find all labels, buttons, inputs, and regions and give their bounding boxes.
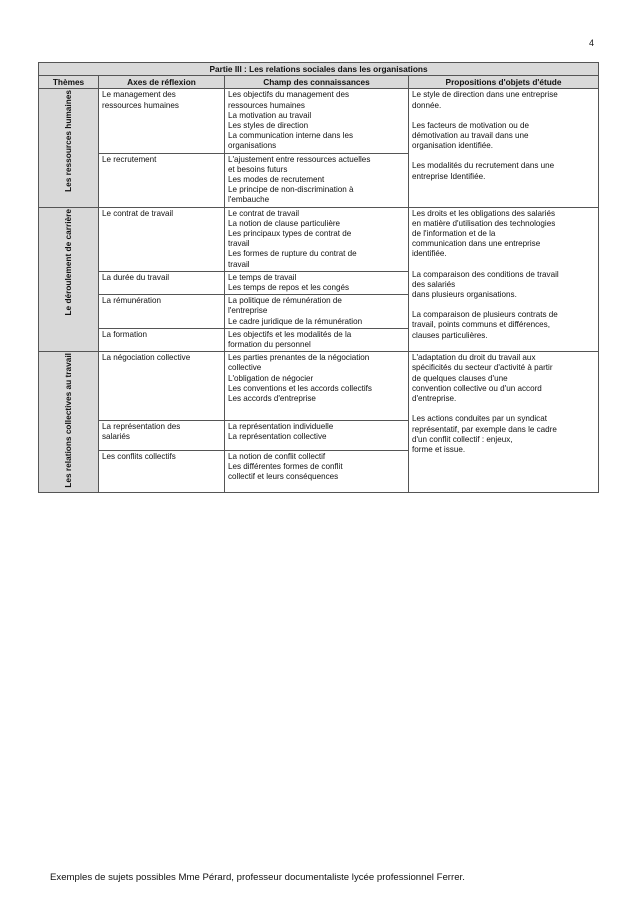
proposition-line: identifiée.	[412, 249, 447, 259]
champ-line: Les parties prenantes de la négociation	[228, 353, 370, 363]
proposition-line: L'adaptation du droit du travail aux	[412, 353, 536, 363]
theme-cell	[39, 89, 99, 207]
champ-line: Les styles de direction	[228, 121, 309, 131]
champ-cell	[225, 420, 409, 450]
proposition-line: de quelques clauses d'une	[412, 373, 508, 383]
champ-line: collective	[228, 363, 262, 373]
champ-cell	[225, 328, 409, 351]
theme-cell	[39, 352, 99, 493]
axe-line: Le management des	[102, 90, 176, 100]
axe-line: Les conflits collectifs	[102, 451, 176, 461]
paragraph-gap	[412, 404, 595, 414]
champ-line: ressources humaines	[228, 100, 305, 110]
proposition-line: Les droits et les obligations des salariés	[412, 208, 556, 218]
champ-line: Le temps de travail	[228, 272, 297, 282]
champ-line: La politique de rémunération de	[228, 296, 342, 306]
proposition-line: Le style de direction dans une entreprise	[412, 90, 558, 100]
axe-line: La négociation collective	[102, 353, 191, 363]
axe-line: Le recrutement	[102, 154, 157, 164]
proposition-line: d'entreprise.	[412, 394, 457, 404]
proposition-line: convention collective ou d'un accord	[412, 383, 542, 393]
champ-line: La notion de clause particulière	[228, 218, 341, 228]
proposition-line: en matière d'utilisation des technologies	[412, 218, 556, 228]
champ-line: l'embauche	[228, 195, 270, 205]
header-axes: Axes de réflexion	[99, 76, 225, 89]
axe-cell	[99, 450, 225, 493]
axe-line: salariés	[102, 432, 130, 442]
champ-line: collectif et leurs conséquences	[228, 471, 339, 481]
table-title: Partie III : Les relations sociales dans les organisations	[39, 63, 599, 76]
champ-line: Les objectifs et les modalités de la	[228, 329, 352, 339]
champ-cell	[225, 207, 409, 271]
axe-line: La représentation des	[102, 421, 181, 431]
paragraph-gap	[412, 111, 595, 121]
champ-line: organisations	[228, 141, 277, 151]
champ-line: et besoins futurs	[228, 164, 288, 174]
proposition-line: représentatif, par exemple dans le cadre	[412, 424, 557, 434]
axe-cell	[99, 352, 225, 421]
axe-cell	[99, 420, 225, 450]
propositions-cell	[409, 89, 599, 207]
theme-label: Les ressources humaines	[63, 90, 74, 193]
champ-line: travail	[228, 259, 250, 269]
champ-line: La représentation individuelle	[228, 421, 334, 431]
axe-line: La formation	[102, 329, 147, 339]
champ-line: Les temps de repos et les congés	[228, 283, 350, 293]
champ-cell	[225, 352, 409, 421]
champ-line: Les accords d'entreprise	[228, 394, 316, 404]
champ-line: L'ajustement entre ressources actuelles	[228, 154, 371, 164]
champ-line: Le cadre juridique de la rémunération	[228, 316, 363, 326]
champ-line: Les formes de rupture du contrat de	[228, 249, 357, 259]
proposition-line: de l'information et de la	[412, 229, 496, 239]
proposition-line: donnée.	[412, 100, 442, 110]
champ-line: formation du personnel	[228, 340, 311, 350]
proposition-line: Les modalités du recrutement dans une	[412, 161, 555, 171]
proposition-line: clauses particulières.	[412, 330, 488, 340]
axe-cell	[99, 295, 225, 329]
axe-cell	[99, 207, 225, 271]
axe-cell	[99, 89, 225, 153]
propositions-cell	[409, 352, 599, 493]
proposition-line: des salariés	[412, 279, 456, 289]
proposition-line: d'un conflit collectif : enjeux,	[412, 434, 513, 444]
proposition-line: La comparaison de plusieurs contrats de	[412, 310, 558, 320]
champ-cell	[225, 153, 409, 207]
table-body	[39, 89, 599, 493]
propositions-cell	[409, 207, 599, 352]
axe-line: ressources humaines	[102, 100, 179, 110]
proposition-line: Les actions conduites par un syndicat	[412, 414, 547, 424]
theme-label: Les relations collectives au travail	[63, 353, 74, 488]
proposition-line: démotivation au travail dans une	[412, 131, 529, 141]
champ-line: La communication interne dans les	[228, 131, 354, 141]
proposition-line: spécificités du secteur d'activité à partir	[412, 363, 553, 373]
champ-line: Les modes de recrutement	[228, 175, 325, 185]
paragraph-gap	[412, 300, 595, 310]
champ-line: Le contrat de travail	[228, 208, 300, 218]
champ-line: La motivation au travail	[228, 110, 312, 120]
program-table	[38, 62, 599, 493]
proposition-line: La comparaison des conditions de travail	[412, 269, 559, 279]
footer-note: Exemples de sujets possibles Mme Pérard, professeur documentaliste lycée professionnel Ferrer.	[50, 872, 465, 883]
champ-line: L'obligation de négocier	[228, 373, 314, 383]
champ-line: Les différentes formes de conflit	[228, 461, 343, 471]
proposition-line: Les facteurs de motivation ou de	[412, 120, 529, 130]
axe-cell	[99, 328, 225, 351]
page-number: 4	[588, 38, 594, 48]
champ-line: Les principaux types de contrat de	[228, 229, 352, 239]
theme-label: Le déroulement de carrière	[63, 208, 74, 316]
axe-cell	[99, 271, 225, 294]
theme-cell	[39, 207, 99, 352]
champ-cell	[225, 271, 409, 294]
header-propositions: Propositions d'objets d'étude	[409, 76, 599, 89]
champ-line: travail	[228, 239, 250, 249]
champ-line: La notion de conflit collectif	[228, 451, 326, 461]
table-row	[39, 89, 599, 153]
champ-line: Les conventions et les accords collectifs	[228, 383, 372, 393]
champ-line: Le principe de non-discrimination à	[228, 185, 354, 195]
proposition-line: travail, points communs et différences,	[412, 320, 550, 330]
proposition-line: organisation identifiée.	[412, 141, 493, 151]
header-themes: Thèmes	[39, 76, 99, 89]
axe-cell	[99, 153, 225, 207]
header-champ: Champ des connaissances	[225, 76, 409, 89]
axe-line: Le contrat de travail	[102, 208, 174, 218]
proposition-line: forme et issue.	[412, 444, 466, 454]
champ-cell	[225, 450, 409, 493]
proposition-line: entreprise Identifiée.	[412, 171, 486, 181]
champ-cell	[225, 89, 409, 153]
proposition-line: dans plusieurs organisations.	[412, 290, 517, 300]
proposition-line: communication dans une entreprise	[412, 239, 541, 249]
champ-line: La représentation collective	[228, 432, 327, 442]
table-row	[39, 352, 599, 421]
paragraph-gap	[412, 260, 595, 270]
champ-line: Les objectifs du management des	[228, 90, 350, 100]
champ-cell	[225, 295, 409, 329]
paragraph-gap	[412, 151, 595, 161]
table-row	[39, 207, 599, 271]
axe-line: La rémunération	[102, 296, 161, 306]
axe-line: La durée du travail	[102, 272, 170, 282]
champ-line: l'entreprise	[228, 306, 268, 316]
